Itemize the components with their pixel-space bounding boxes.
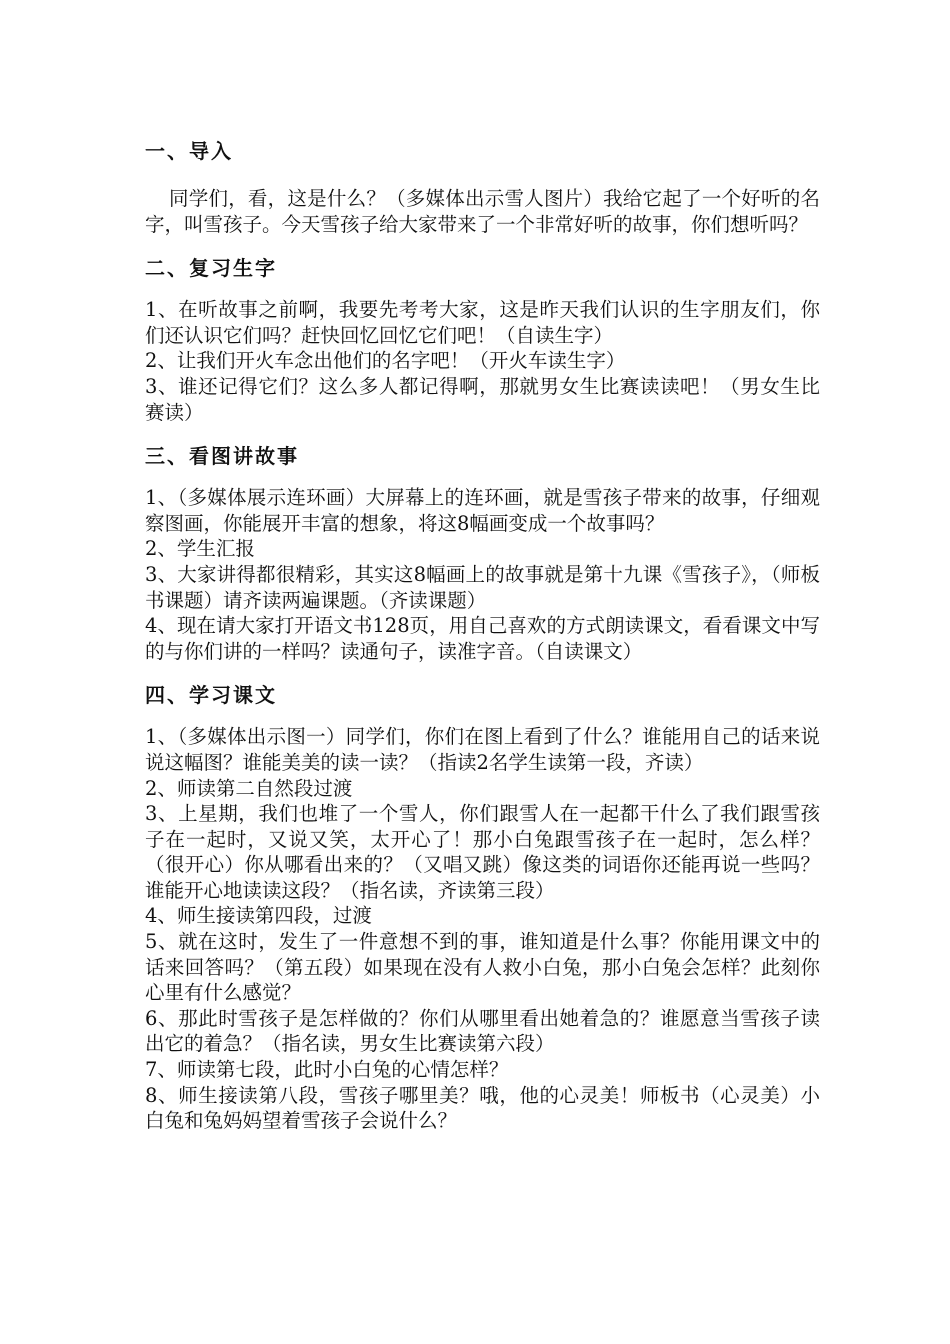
list-item: 2、让我们开火车念出他们的名字吧！（开火车读生字） bbox=[145, 349, 626, 373]
section-heading-intro: 一、导入 bbox=[145, 139, 233, 163]
list-item: 4、师生接读第四段，过渡 bbox=[145, 904, 372, 928]
list-item: 1、（多媒体展示连环画）大屏幕上的连环画，就是雪孩子带来的故事，仔细观察图画，你能展开丰富的想象，将这8幅画变成一个故事吗？ bbox=[145, 486, 820, 535]
list-item: 1、在听故事之前啊，我要先考考大家，这是昨天我们认识的生字朋友们，你们还认识它们吗？赶快回忆回忆它们吧！（自读生字） bbox=[145, 298, 820, 347]
list-item: 1、（多媒体出示图一）同学们，你们在图上看到了什么？谁能用自己的话来说说这幅图？谁能美美的读一读？（指读2名学生读第一段，齐读） bbox=[145, 725, 820, 774]
list-item: 4、现在请大家打开语文书128页，用自己喜欢的方式朗读课文，看看课文中写的与你们讲的一样吗？读通句子，读准字音。（自读课文） bbox=[145, 614, 820, 663]
list-item: 2、师读第二自然段过渡 bbox=[145, 776, 353, 800]
section-body-picture-story bbox=[145, 485, 820, 664]
section-body-intro bbox=[145, 186, 820, 237]
section-heading-picture-story: 三、看图讲故事 bbox=[145, 444, 299, 469]
list-item: 8、师生接读第八段，雪孩子哪里美？哦，他的心灵美！师板书（心灵美）小白兔和兔妈妈望着雪孩子会说什么？ bbox=[145, 1083, 820, 1133]
section-body-review bbox=[145, 297, 820, 425]
section-body-study-text bbox=[145, 724, 820, 1134]
list-item: 3、大家讲得都很精彩，其实这8幅画上的故事就是第十九课《雪孩子》，（师板书课题）请齐读两遍课题。（齐读课题） bbox=[145, 562, 820, 612]
list-item: 5、就在这时，发生了一件意想不到的事，谁知道是什么事？你能用课文中的话来回答吗？（第五段）如果现在没有人救小白兔，那小白兔会怎样？此刻你心里有什么感觉？ bbox=[145, 930, 820, 1005]
list-item: 3、谁还记得它们？这么多人都记得啊，那就男女生比赛读读吧！（男女生比赛读） bbox=[145, 374, 820, 424]
paragraph: 同学们，看，这是什么？（多媒体出示雪人图片）我给它起了一个好听的名字，叫雪孩子。今天雪孩子给大家带来了一个非常好听的故事，你们想听吗？ bbox=[145, 187, 820, 236]
lesson-plan-document bbox=[145, 130, 820, 1134]
section-heading-review: 二、复习生字 bbox=[145, 256, 277, 281]
section-heading-study-text: 四、学习课文 bbox=[145, 683, 277, 708]
list-item: 3、上星期，我们也堆了一个雪人，你们跟雪人在一起都干什么了我们跟雪孩子在一起时，又说又笑，太开心了！那小白兔跟雪孩子在一起时，怎么样？（很开心）你从哪看出来的？（又唱又跳）像这类的词语你还能再说一些吗？谁能开心地读读这段？（指名读，齐读第三段） bbox=[145, 802, 820, 902]
list-item: 7、师读第七段，此时小白兔的心情怎样？ bbox=[145, 1058, 509, 1082]
list-item: 2、学生汇报 bbox=[145, 537, 255, 561]
list-item: 6、那此时雪孩子是怎样做的？你们从哪里看出她着急的？谁愿意当雪孩子读出它的着急？（指名读，男女生比赛读第六段） bbox=[145, 1006, 820, 1056]
